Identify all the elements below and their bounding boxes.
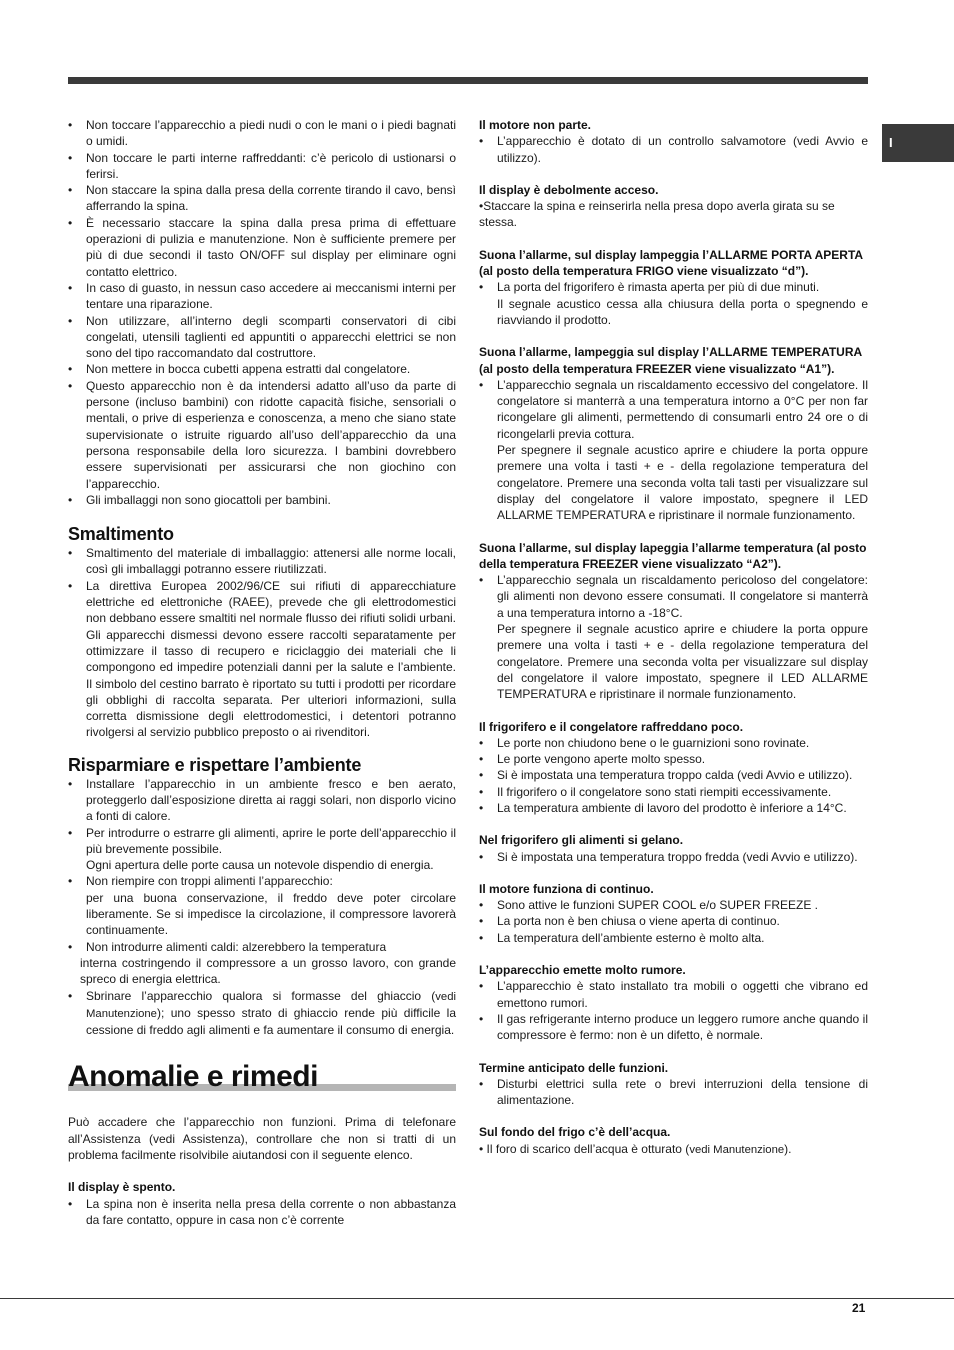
- language-tab-label: I: [889, 135, 893, 150]
- list-item: • Non mettere in bocca cubetti appena estratti dal congelatore.: [68, 361, 456, 377]
- anomalie-intro: Può accadere che l’apparecchio non funzioni. Prima di telefonare all’Assistenza (vedi Assistenza), controllare che non si tratti di un problema facilmente risolvibile aiutandosi con il seguente elenco.: [68, 1115, 456, 1163]
- list-item: • La direttiva Europea 2002/96/CE sui rifiuti di apparecchiature elettriche ed elettroniche (RAEE), prevede che gli elettrodomestici non debbano essere smaltiti nel normale flusso dei rifiuti solidi urbani. Gli apparecchi dismessi devono essere raccolti separatamente per ottimizzare il tasso di recupero e riciclaggio dei materiali che li compongono ed impedire potenziali danni per la salute e l’ambiente. Il simbolo del cestino barrato è riportato su tutti i prodotti per ricordare gli obblighi di raccolta separata. Per ulteriori informazioni, sulla corretta dismissione degli elettrodomestici, i detentori potranno rivolgersi al servizio pubblico preposto o ai rivenditori.: [68, 578, 456, 741]
- list-item-subtext: Per spegnere il segnale acustico aprire e chiudere la porta oppure premere una volta i tasti + e - della regolazione temperatura del congelatore. Premere una seconda volta per visualizzare sul display del congelatore il valore impostato, spegnere il LED ALLARME TEMPERATURA e ripristinare il normale funzionamento.: [497, 622, 868, 702]
- problem-title: Il motore funziona di continuo.: [479, 881, 654, 896]
- list-item: • È necessario staccare la spina dalla presa prima di effettuare operazioni di pulizia e manutenzione. Non è sufficiente premere per più di due secondi il tasto ON/OFF sul display per eliminare ogni contatto elettrico.: [68, 215, 456, 280]
- list-item: • Disturbi elettrici sulla rete o brevi interruzioni della tensione di alimentazione.: [479, 1076, 868, 1109]
- problem-title: Il motore non parte.: [479, 118, 592, 132]
- list-item: [68, 825, 456, 874]
- section-title-smaltimento: Smaltimento: [68, 524, 174, 545]
- problem-text: •Staccare la spina e reinserirla nella presa dopo averla girata su se stessa.: [479, 199, 835, 230]
- manutenzione-reference: vedi Manutenzione: [689, 1143, 785, 1156]
- problem-title: Suona l’allarme, sul display lapeggia l’allarme temperatura (al posto della temperatura FREEZER viene visualizzato “A2”).: [479, 540, 867, 571]
- problem-title: Nel frigorifero gli alimenti si gelano.: [479, 833, 684, 848]
- right-column: [479, 117, 868, 1158]
- problem-list: [68, 1196, 456, 1229]
- list-item: • La porta non è ben chiusa o viene aperta di continuo.: [479, 913, 868, 929]
- problem-list: [479, 735, 868, 816]
- problem-title: Suona l’allarme, sul display lampeggia l’ALLARME PORTA APERTA (al posto della temperatura FRIGO viene visualizzato “d”).: [479, 247, 863, 279]
- list-item: • L’apparecchio è dotato di un controllo salvamotore (vedi Avvio e utilizzo).: [479, 133, 868, 166]
- list-item: • Non staccare la spina dalla presa della corrente tirando il cavo, bensì afferrando la spina.: [68, 182, 456, 215]
- list-item-text: L’apparecchio segnala un riscaldamento pericoloso del congelatore: gli alimenti non devono essere consumati. Il congelatore si manterrà a una temperatura intorno a -18°C.: [497, 573, 868, 620]
- list-item: • La temperatura ambiente di lavoro del prodotto è inferiore a 14°C.: [479, 800, 868, 816]
- list-item-text: La porta del frigorifero è rimasta aperta per più di due minuti.: [497, 280, 820, 295]
- page-number: 21: [852, 1301, 866, 1315]
- left-column: [68, 117, 456, 1228]
- list-item: • Le porte vengono aperte molto spesso.: [479, 751, 868, 767]
- list-item: • Non utilizzare, all’interno degli scomparti conservatori di cibi congelati, utensili taglienti ed appuntiti o apparecchi elettrici se non sono del tipo raccomandato dal costruttore.: [68, 313, 456, 362]
- list-item: • Le porte non chiudono bene o le guarnizioni sono rovinate.: [479, 735, 868, 751]
- list-item: • Smaltimento del materiale di imballaggio: attenersi alle norme locali, così gli imballaggi potranno essere riutilizzati.: [68, 545, 456, 578]
- list-item: [479, 572, 868, 702]
- problem-text: [479, 1141, 868, 1158]
- problem-list: [479, 133, 868, 166]
- problem-title: L’apparecchio emette molto rumore.: [479, 963, 686, 978]
- list-item: • L’apparecchio è stato installato tra mobili o oggetti che vibrano ed emettono rumori.: [479, 978, 868, 1011]
- section-title-risparmiare: Risparmiare e rispettare l’ambiente: [68, 754, 362, 775]
- list-item: • Questo apparecchio non è da intendersi adatto all’uso da parte di persone (incluso bambini) con ridotte capacità fisiche, sensoriali o mentali, o prive di esperienza e conoscenza, a meno che siano state supervisionate o istruite riguardo all’uso dell’apparecchio da una persona responsabile della loro sicurezza. I bambini dovrebbero essere supervisionati per assicurarsi che non giochino con l’apparecchio.: [68, 378, 456, 492]
- problem-text-main: • Il foro di scarico dell’acqua è otturato (: [479, 1141, 690, 1156]
- list-item: • Si è impostata una temperatura troppo calda (vedi Avvio e utilizzo).: [479, 767, 868, 783]
- problem-title: Il display è debolmente acceso.: [479, 182, 659, 197]
- list-item: [479, 279, 868, 328]
- list-item-subtext: Il segnale acustico cessa alla chiusura della porta o spegnendo e riavviando il prodotto.: [497, 296, 868, 327]
- anomalie-heading: [68, 1060, 456, 1100]
- list-item: [68, 988, 456, 1039]
- list-item-subtext: Per spegnere il segnale acustico aprire e chiudere la porta oppure premere una volta i tasti + e - della regolazione temperatura del congelatore. Premere una seconda volta tali tasti per visualizzare sul display del congelatore il valore impostato, spegnere il LED ALLARME TEMPERATURA e ripristinare il normale funzionamento.: [497, 443, 868, 523]
- manutenzione-reference: vedi Manutenzione: [86, 990, 456, 1020]
- language-tab: [882, 124, 954, 162]
- bottom-rule: [0, 1298, 954, 1299]
- list-item: • In caso di guasto, in nessun caso accedere ai meccanismi interni per tentare una riparazione.: [68, 280, 456, 313]
- problem-list: [479, 897, 868, 946]
- page-title: Anomalie e rimedi: [68, 1060, 318, 1094]
- list-item: • Sono attive le funzioni SUPER COOL e/o SUPER FREEZE .: [479, 897, 868, 913]
- list-item: [68, 873, 456, 938]
- problem-text-end: ).: [784, 1141, 792, 1156]
- problem-list: [479, 377, 868, 524]
- list-item: [479, 377, 868, 524]
- list-item-text: ); uno spesso strato di ghiaccio rende più difficile la cessione di freddo agli alimenti e fa aumentare il consumo di energia.: [86, 1005, 456, 1038]
- safety-list: [68, 117, 456, 508]
- list-item-text: Per introdurre o estrarre gli alimenti, aprire le porte dell’apparecchio il più brevemente possibile.: [86, 825, 456, 856]
- list-item: • Il frigorifero o il congelatore sono stati riempiti eccessivamente.: [479, 784, 868, 800]
- list-item-subtext: Ogni apertura delle porte causa un notevole dispendio di energia.: [86, 858, 434, 873]
- problem-title: Sul fondo del frigo c’è dell’acqua.: [479, 1125, 671, 1140]
- list-item-text: L’apparecchio segnala un riscaldamento eccessivo del congelatore. Il congelatore si manterrà a una temperatura intorno a 0°C per non far ricongelare gli alimenti, permettendo di consumarli entro 24 ore o di ricongelarli previa cottura.: [497, 377, 868, 441]
- list-item-text: Sbrinare l’apparecchio qualora si formasse del ghiaccio (: [86, 988, 436, 1003]
- list-item: • Non toccare l’apparecchio a piedi nudi o con le mani o i piedi bagnati o umidi.: [68, 117, 456, 150]
- risparmiare-list: [68, 776, 456, 1039]
- list-item: • Installare l’apparecchio in un ambiente fresco e ben aerato, proteggerlo dall’esposizione diretta ai raggi solari, non disporlo vicino a fonti di calore.: [68, 776, 456, 825]
- problem-title: Il display è spento.: [68, 1180, 176, 1195]
- list-item: • La temperatura dell’ambiente esterno è molto alta.: [479, 930, 868, 946]
- problem-title: Termine anticipato delle funzioni.: [479, 1060, 669, 1075]
- list-item-subtext: per una buona conservazione, il freddo deve poter circolare liberamente. Se si impedisce la circolazione, il compressore lavorerà continuamente.: [86, 890, 456, 938]
- problem-title: Suona l’allarme, lampeggia sul display l’ALLARME TEMPERATURA (al posto della temperatura FREEZER viene visualizzato “A1”).: [479, 345, 862, 376]
- list-item: • Gli imballaggi non sono giocattoli per bambini.: [68, 492, 456, 508]
- list-item-text: Non riempire con troppi alimenti l’apparecchio:: [86, 874, 333, 889]
- problem-list: [479, 572, 868, 702]
- problem-list: [479, 1076, 868, 1109]
- list-item: • La spina non è inserita nella presa della corrente o non abbastanza da fare contatto, oppure in casa non c’è corrente: [68, 1196, 456, 1229]
- problem-list: [479, 849, 868, 865]
- problem-list: [479, 279, 868, 328]
- list-item: • Non toccare le parti interne raffreddanti: c’è pericolo di ustionarsi o ferirsi.: [68, 150, 456, 183]
- problem-list: [479, 978, 868, 1043]
- list-item: • Il gas refrigerante interno produce un leggero rumore anche quando il compressore è fermo: non è un difetto, è normale.: [479, 1011, 868, 1044]
- list-item: • Si è impostata una temperatura troppo fredda (vedi Avvio e utilizzo).: [479, 849, 868, 865]
- top-rule: [68, 77, 868, 84]
- list-item-continuation: interna costringendo il compressore a un grosso lavoro, con grande spreco di energia elettrica.: [80, 955, 456, 987]
- problem-title: Il frigorifero e il congelatore raffreddano poco.: [479, 719, 744, 734]
- smaltimento-list: [68, 545, 456, 741]
- list-item: • Non introdurre alimenti caldi: alzerebbero la temperatura: [68, 939, 456, 955]
